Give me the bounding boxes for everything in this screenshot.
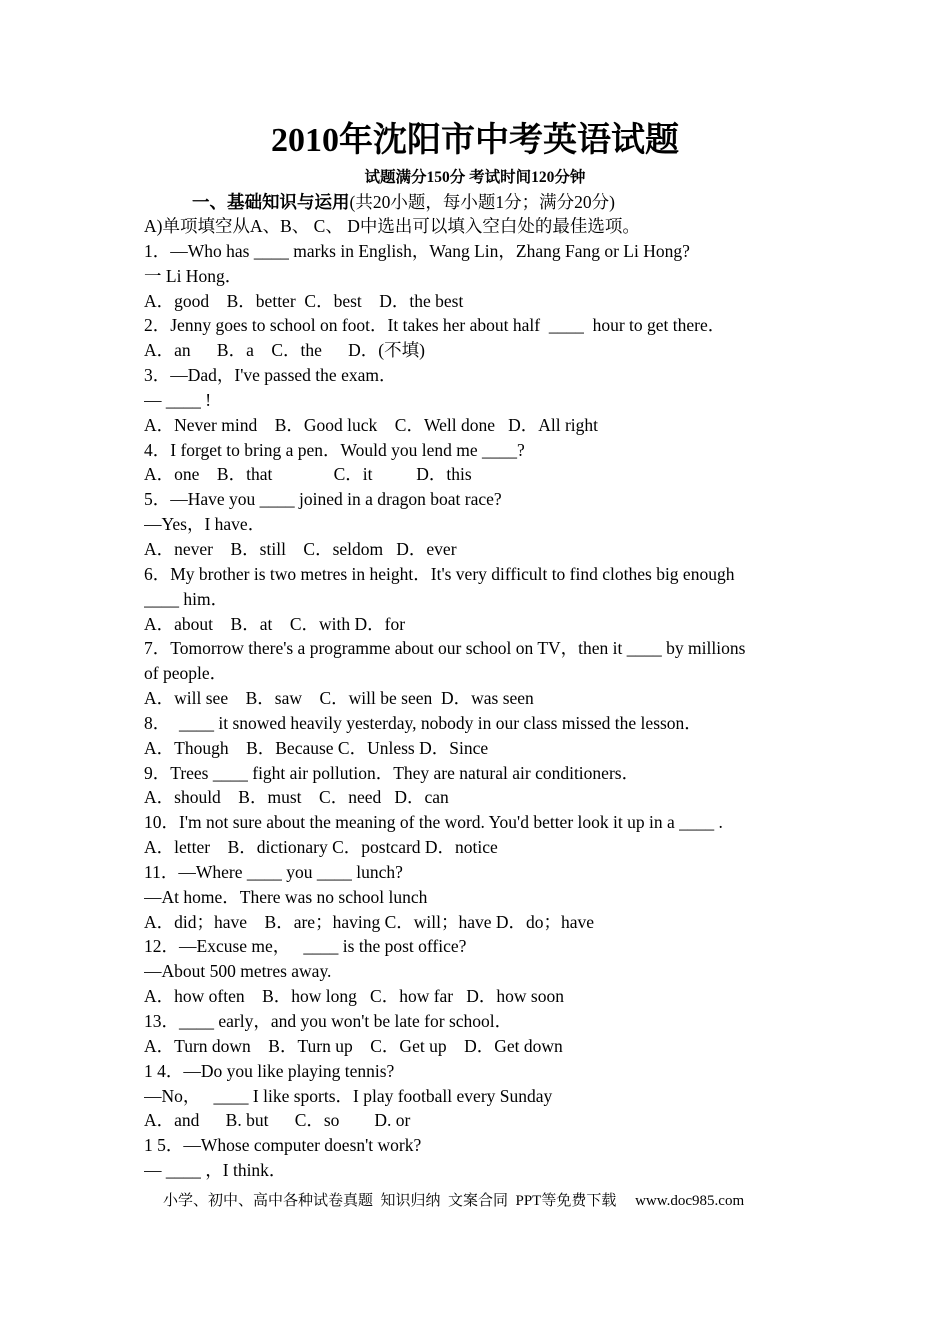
text-line: A．good B．better C．best D．the best: [144, 290, 464, 311]
text-line: 5．—Have you ____ joined in a dragon boat race?: [144, 489, 502, 510]
text-line: —Yes，I have．: [144, 514, 266, 535]
text-line: — ____ ，I think．: [144, 1160, 287, 1181]
text-line: —At home．There was no school lunch: [144, 886, 428, 907]
text-line: 10．I'm not sure about the meaning of the word. You'd better look it up in a ____ .: [144, 812, 723, 833]
text-line: 12．—Excuse me， ____ is the post office?: [144, 936, 467, 957]
text-line: A．Though B．Because C．Unless D．Since: [144, 737, 489, 758]
text-line: 7．Tomorrow there's a programme about our school on TV，then it ____ by millions: [144, 638, 746, 659]
text-line: A．Turn down B．Turn up C．Get up D．Get down: [144, 1035, 563, 1056]
text-line: A．and B. but C．so D. or: [144, 1110, 411, 1131]
text-line: of people．: [144, 663, 228, 684]
text-line: —No， ____ I like sports．I play football every Sunday: [144, 1085, 553, 1106]
text-line: A．letter B．dictionary C．postcard D．notice: [144, 837, 498, 858]
text-line: A．about B．at C．with D．for: [144, 613, 406, 634]
section-heading-note: (共20小题，每小题1分；满分20分): [349, 192, 615, 212]
text-line: 3．—Dad，I've passed the exam．: [144, 365, 397, 386]
text-line: A．will see B．saw C．will be seen D．was seen: [144, 688, 534, 709]
text-line: 1 4．—Do you like playing tennis?: [144, 1060, 395, 1081]
text-line: A．should B．must C．need D．can: [144, 787, 449, 808]
text-line: 一 Li Hong．: [144, 265, 243, 286]
text-line: 6．My brother is two metres in height．It's very difficult to find clothes big enough: [144, 563, 735, 584]
text-line: A．Never mind B．Good luck C．Well done D．All right: [144, 414, 599, 435]
text-line: 8． ____ it snowed heavily yesterday, nobody in our class missed the lesson．: [144, 712, 702, 733]
text-line: A．how often B．how long C．how far D．how soon: [144, 986, 564, 1007]
page-title: 2010年沈阳市中考英语试题: [271, 122, 679, 159]
text-line: —About 500 metres away.: [144, 961, 332, 982]
text-line: — ____ !: [144, 389, 212, 410]
text-line: 13．____ early，and you won't be late for school．: [144, 1011, 513, 1031]
text-line: 9．Trees ____ fight air pollution．They are natural air conditioners．: [144, 762, 640, 783]
text-line: ____ him．: [144, 588, 229, 609]
text-line: A．did；have B．are；having C．will；have D．do；have: [144, 911, 595, 932]
exam-info: 试题满分150分 考试时间120分钟: [364, 169, 586, 186]
footer-text: 小学、初中、高中各种试卷真题 知识归纳 文案合同 PPT等免费下载 www.doc985.com: [163, 1193, 745, 1209]
text-line: 4．I forget to bring a pen．Would you lend me ____?: [144, 439, 525, 460]
text-line: A．an B．a C．the D．(不填): [144, 340, 425, 361]
text-line: A)单项填空从A、B、 C、 D中选出可以填入空白处的最佳选项。: [144, 216, 640, 236]
section-heading-title: 一、基础知识与运用: [192, 192, 350, 212]
text-line: 2．Jenny goes to school on foot．It takes her about half ____ hour to get there．: [144, 315, 726, 336]
text-line: 1．—Who has ____ marks in English，Wang Lin，Zhang Fang or Li Hong?: [144, 240, 690, 261]
question-list: [144, 214, 814, 1183]
text-line: A．never B．still C．seldom D．ever: [144, 538, 457, 559]
section-heading: [192, 190, 615, 214]
text-line: 11．—Where ____ you ____ lunch?: [144, 861, 403, 882]
text-line: 1 5．—Whose computer doesn't work?: [144, 1135, 422, 1156]
text-line: A．one B．that C．it D．this: [144, 464, 472, 485]
